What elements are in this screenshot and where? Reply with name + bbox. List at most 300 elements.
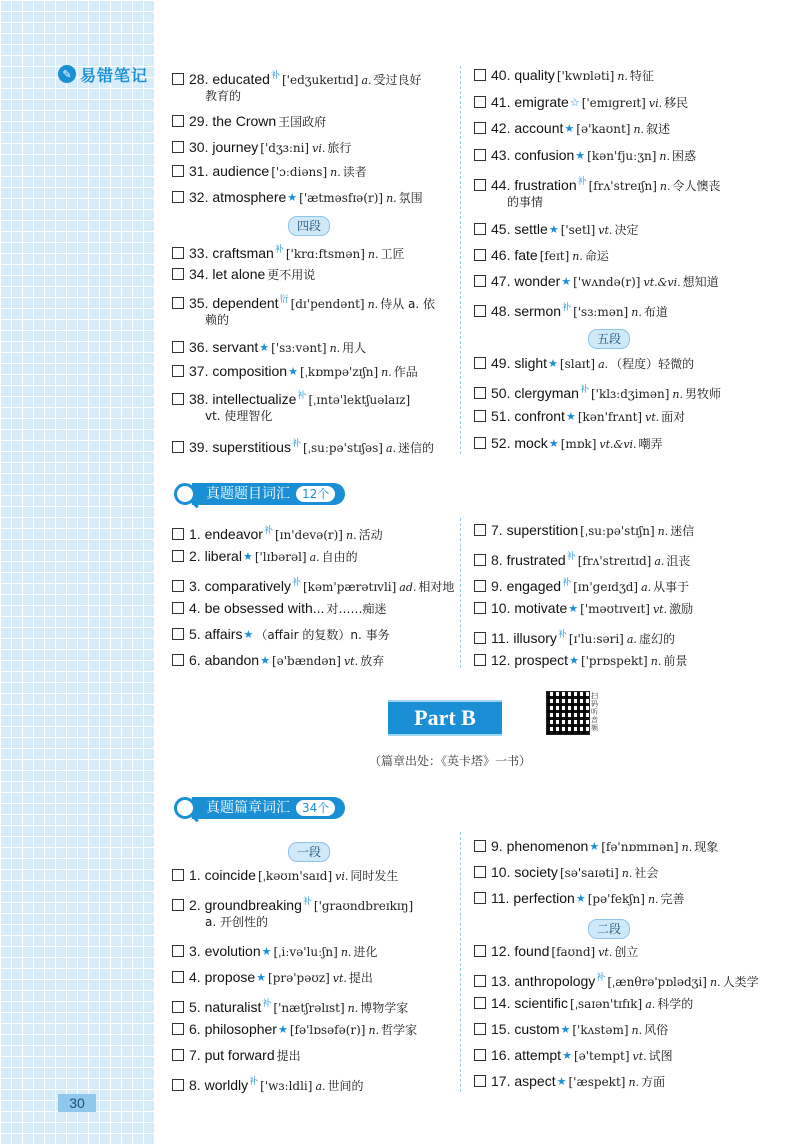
vocab-entry [474,572,689,598]
entry-word: composition [212,363,288,379]
checkbox[interactable] [474,249,486,261]
entry-meaning: 相对地 [418,580,455,594]
entry-pos: n. [367,298,379,311]
entry-phonetic: ['sɜːvənt] [271,341,327,355]
entry-number: 7. [189,1047,201,1063]
entry-phonetic: [fə'nɒmɪnən] [601,840,679,854]
entry-phonetic: ['sɜːmən] [573,305,629,319]
entry-word: perfection [513,890,575,906]
entry-phonetic: ['kʌstəm] [572,1023,629,1037]
star-icon: ★ [561,276,572,288]
star-icon: ★ [565,411,576,423]
checkbox[interactable] [474,945,486,957]
entry-meaning: 移民 [664,96,689,110]
star-icon: ★ [288,366,298,378]
checkbox[interactable] [474,524,486,536]
entry-meaning: 布道 [643,305,668,319]
supplement-icon: 补 [274,244,284,254]
entry-pos: ad. [399,581,417,594]
brand-logo [58,63,148,85]
entry-pos: a. [598,358,609,371]
derived-icon: 衍 [279,294,289,304]
vocab-entry [172,546,358,568]
checkbox[interactable] [474,632,486,644]
checkbox[interactable] [474,1023,486,1035]
entry-meaning: 命运 [584,249,609,263]
checkbox[interactable] [474,69,486,81]
checkbox[interactable] [474,554,486,566]
vocab-entry [474,145,696,167]
entry-phonetic: [slaɪt] [559,357,596,371]
vocab-entry [172,993,408,1019]
entry-pos: n. [633,123,645,136]
entry-phonetic: ['lɪbərəl] [254,550,307,564]
star-icon: ★ [260,655,270,667]
checkbox[interactable] [172,550,184,562]
vocab-entry [172,161,367,183]
checkbox[interactable] [172,297,184,309]
entry-pos: n. [657,525,669,538]
entry-phonetic: [ˌkɒmpə'zɪʃn] [299,365,379,379]
entry-meaning: 世间的 [327,1079,364,1093]
checkbox[interactable] [474,437,486,449]
checkbox[interactable] [474,840,486,852]
checkbox[interactable] [172,1049,184,1061]
checkbox[interactable] [474,305,486,317]
entry-meaning: 令人懊丧 [672,179,721,193]
entry-word: anthropology [514,973,596,989]
entry-pos: vi. [335,870,349,883]
checkbox[interactable] [172,341,184,353]
entry-word: society [514,864,558,880]
vocab-entry [172,865,398,887]
vocab-entry [474,598,693,620]
entry-number: 2. [189,548,201,564]
vocab-entry [172,111,326,132]
vocab-entry [172,1071,364,1097]
entry-meaning: 迷信 [670,524,695,538]
entry-word: the Crown [212,113,277,129]
vocab-entry [172,1019,417,1041]
entry-number: 45. [491,221,511,237]
entry-pos: a. [361,74,372,87]
entry-phonetic: [kən'fjuːʒn] [587,149,657,163]
checkbox[interactable] [172,869,184,881]
section2-count: 12个 [296,486,335,502]
vocab-entry [474,836,718,858]
part-b-title: Part B [388,700,502,736]
entry-number: 11. [491,890,510,906]
entry-pos: a. [385,442,397,455]
checkbox[interactable] [172,441,184,453]
entry-meaning: 人类学 [722,975,759,989]
entry-number: 11. [491,630,510,646]
star-icon: ★ [548,438,559,450]
checkbox[interactable] [172,580,184,592]
entry-number: 13. [491,973,511,989]
vocab-entry [172,337,366,359]
entry-word: journey [212,139,259,155]
entry-number: 32. [189,189,209,205]
grid-margin-strip [0,0,155,1145]
vocab-entry [172,941,377,963]
checkbox[interactable] [172,1023,184,1035]
entry-pos: n. [631,306,642,319]
entry-word: educated [212,71,270,87]
entry-number: 39. [189,439,209,455]
checkbox[interactable] [474,654,486,666]
entry-phonetic: ['kwɒləti] [556,69,615,83]
entry-number: 44. [491,177,511,193]
entry-meaning: 虚幻的 [638,632,675,646]
entry-number: 31. [189,163,209,179]
vocab-entry [172,264,315,285]
entry-meaning: 进化 [353,945,378,959]
entry-phonetic: [ˌɪntə'lektʃuəlaɪz] [308,393,411,407]
entry-phonetic: [frʌ'streɪʃn] [588,179,657,193]
vocab-entry [474,406,685,428]
entry-continuation: vt. 使理智化 [205,409,273,423]
vocab-entry [474,65,654,87]
entry-number: 4. [189,969,201,985]
entry-word: be obsessed with... [204,600,325,616]
entry-pos: n. [659,150,670,163]
vocab-entry [172,361,418,383]
supplement-icon: 补 [302,896,312,906]
entry-number: 37. [189,363,209,379]
vocab-entry [474,624,675,650]
vocab-entry [474,245,609,267]
checkbox[interactable] [172,654,184,666]
entry-word: endeavor [204,526,263,542]
entry-word: mock [514,435,548,451]
entry-meaning: 读者 [342,165,367,179]
entry-meaning: 博物学家 [360,1001,409,1015]
checkbox[interactable] [474,580,486,592]
entry-pos: n. [572,250,583,263]
entry-word: dependent [212,295,279,311]
entry-word: atmosphere [212,189,287,205]
vocab-entry [474,993,693,1015]
entry-word: found [514,943,550,959]
entry-number: 43. [491,147,511,163]
entry-number: 10. [491,864,511,880]
supplement-icon: 补 [562,302,572,312]
entry-meaning: 方面 [641,1075,666,1089]
entry-phonetic: ['ɔːdiəns] [271,165,328,179]
entry-number: 49. [491,355,511,371]
vocab-entry [474,171,721,209]
entry-pos: n. [345,529,357,542]
entry-phonetic: ['nætʃrəlɪst] [273,1001,345,1015]
checkbox[interactable] [172,268,184,280]
supplement-icon: 补 [291,438,301,448]
entry-meaning: 受过良好 [373,73,422,87]
checkbox[interactable] [474,410,486,422]
entry-meaning: 王国政府 [278,115,327,129]
vocab-entry [474,888,685,910]
star-icon: ★ [243,629,254,641]
supplement-icon: 补 [562,577,572,587]
entry-number: 12. [491,652,511,668]
entry-meaning: 从事于 [653,580,690,594]
supplement-icon: 补 [263,525,273,535]
entry-word: prospect [514,652,569,668]
entry-number: 9. [491,578,503,594]
entry-pos: n. [709,976,721,989]
checkbox[interactable] [172,141,184,153]
entry-number: 16. [491,1047,511,1063]
entry-word: affairs [204,626,243,642]
entry-phonetic: ['krɑːftsmən] [285,247,365,261]
entry-pos: n. [330,166,341,179]
entry-number: 10. [491,600,511,616]
entry-word: attempt [514,1047,562,1063]
entry-phonetic: [faʊnd] [551,945,596,959]
entry-meaning: 侍从 a. 依 [380,297,435,311]
entry-number: 35. [189,295,209,311]
entry-number: 50. [491,385,511,401]
entry-pos: a. [645,998,656,1011]
star-icon: ★ [256,972,267,984]
vocab-entry [172,1045,301,1066]
entry-word: emigrate [514,94,569,110]
entry-word: superstition [506,522,579,538]
entry-word: fate [514,247,538,263]
checkbox[interactable] [474,223,486,235]
column-divider [460,66,461,454]
entry-meaning: 活动 [358,528,383,542]
star-icon: ★ [556,1076,567,1088]
checkbox[interactable] [172,73,184,85]
entry-number: 12. [491,943,511,959]
checkbox[interactable] [474,997,486,1009]
entry-meaning: 作品 [393,365,418,379]
checkbox[interactable] [172,1079,184,1091]
checkbox[interactable] [172,191,184,203]
checkbox[interactable] [474,975,486,987]
checkbox[interactable] [474,122,486,134]
entry-number: 40. [491,67,511,83]
entry-pos: a. [309,551,320,564]
entry-word: evolution [204,943,261,959]
vocab-entry [172,967,373,989]
checkbox[interactable] [172,247,184,259]
entry-number: 42. [491,120,511,136]
entry-meaning: 自由的 [321,550,358,564]
star-icon: ★ [287,192,298,204]
entry-number: 3. [189,943,201,959]
checkbox[interactable] [172,165,184,177]
vocab-entry [474,379,721,405]
entry-meaning: 叙述 [646,122,671,136]
supplement-icon: 补 [596,972,606,982]
entry-meaning: 旅行 [327,141,352,155]
entry-number: 36. [189,339,209,355]
entry-word: frustration [514,177,577,193]
entry-continuation: a. 开创性的 [205,915,268,929]
vocab-entry [172,433,434,459]
supplement-icon: 补 [262,998,272,1008]
vocab-entry [172,289,435,327]
entry-pos: a. [654,555,665,568]
checkbox[interactable] [474,1049,486,1061]
entry-number: 17. [491,1073,511,1089]
supplement-icon: 补 [557,629,567,639]
entry-meaning: 嘲弄 [638,437,663,451]
entry-number: 38. [189,391,209,407]
entry-pos: n. [347,1002,359,1015]
entry-word: frustrated [506,552,566,568]
entry-continuation: 赖的 [205,313,230,327]
checkbox[interactable] [474,387,486,399]
vocab-entry [172,598,386,619]
section3-title: 真题篇章词汇 [206,800,290,816]
checkbox[interactable] [172,365,184,377]
checkbox[interactable] [474,179,486,191]
entry-word: slight [514,355,548,371]
checkbox[interactable] [474,1075,486,1087]
entry-pos: n. [621,867,633,880]
entry-word: engaged [506,578,562,594]
entry-pos: vt. [598,224,613,237]
passage-source: （篇章出处：《英卡塔》一书） [368,754,531,768]
vocab-entry [474,118,670,140]
entry-phonetic: ['setl] [560,223,596,237]
vocab-entry [474,520,694,542]
entry-pos: vt. [632,1050,647,1063]
entry-number: 1. [189,526,201,542]
star-icon: ★ [568,603,579,615]
checkbox[interactable] [474,96,486,108]
entry-meaning: 迷信的 [398,441,435,455]
qr-code[interactable] [546,691,590,735]
entry-number: 14. [491,995,511,1011]
vocab-entry [474,297,668,323]
entry-number: 47. [491,273,511,289]
page-number: 30 [58,1094,96,1112]
entry-number: 41. [491,94,511,110]
entry-number: 9. [491,838,503,854]
entry-phonetic: [fə'lɒsəfə(r)] [289,1023,366,1037]
section2-title: 真题题目词汇 [206,486,290,502]
entry-word: illusory [513,630,557,646]
entry-phonetic: [dɪ'pendənt] [290,297,365,311]
vocab-entry [172,520,383,546]
entry-word: comparatively [204,578,291,594]
supplement-icon: 补 [579,384,589,394]
entry-phonetic: [kəm'pærətɪvli] [302,580,397,594]
entry-pos: n. [617,70,628,83]
entry-phonetic: [pə'fekʃn] [587,892,645,906]
checkbox[interactable] [172,1001,184,1013]
entry-meaning: 提出 [348,971,373,985]
checkbox[interactable] [474,357,486,369]
entry-pos: vt.&vi. [599,438,637,451]
entry-pos: n. [631,1024,643,1037]
checkbox[interactable] [172,945,184,957]
entry-word: clergyman [514,385,579,401]
entry-pos: vt. [652,603,668,616]
entry-word: confront [514,408,565,424]
paragraph-label-4: 四段 [288,216,330,236]
entry-phonetic: [feɪt] [539,249,570,263]
checkbox[interactable] [172,899,184,911]
entry-pos: n. [672,388,683,401]
checkbox[interactable] [474,275,486,287]
entry-pos: n. [681,841,693,854]
entry-pos: vt. [598,946,613,959]
supplement-icon: 补 [577,176,587,186]
section3-banner [174,795,345,821]
vocab-entry [474,1019,668,1041]
entry-pos: a. [641,581,652,594]
checkbox[interactable] [474,892,486,904]
vocab-entry [172,187,423,209]
entry-number: 4. [189,600,201,616]
entry-phonetic: [prə'pəʊz] [268,971,330,985]
entry-word: aspect [514,1073,556,1089]
star-icon: ★ [548,358,558,370]
vocab-entry [172,239,404,265]
vocab-entry [474,650,687,672]
vocab-entry [474,92,688,114]
checkbox[interactable] [172,393,184,405]
entry-number: 8. [491,552,503,568]
vocab-entry [474,271,719,293]
vocab-entry [172,572,454,598]
section2-banner [174,481,345,507]
entry-phonetic: [ˌiːvə'luːʃn] [273,945,338,959]
paragraph-label-5: 五段 [588,329,630,349]
entry-meaning: 提出 [276,1049,301,1063]
entry-meaning: 放弃 [360,654,385,668]
checkbox[interactable] [474,149,486,161]
entry-phonetic: [ə'bændən] [271,654,341,668]
vocab-entry [474,967,759,993]
entry-phonetic: ['məʊtɪveɪt] [580,602,650,616]
entry-pos: vi. [312,142,326,155]
checkbox[interactable] [474,866,486,878]
entry-meaning: 科学的 [657,997,694,1011]
entry-number: 1. [189,867,201,883]
entry-phonetic: ['klɜːdʒimən] [590,387,670,401]
entry-word: put forward [204,1047,275,1063]
entry-word: superstitious [212,439,291,455]
checkbox[interactable] [172,628,184,640]
checkbox[interactable] [172,602,184,614]
entry-number: 51. [491,408,511,424]
checkbox[interactable] [172,115,184,127]
entry-pos: vt. [645,411,660,424]
entry-number: 3. [189,578,201,594]
brand-pen-icon: ✎ [58,65,76,83]
star-icon: ★ [589,841,600,853]
vocab-entry [474,941,638,963]
checkbox[interactable] [474,602,486,614]
supplement-icon: 补 [291,577,301,587]
checkbox[interactable] [172,528,184,540]
entry-meaning: 完善 [660,892,685,906]
entry-word: abandon [204,652,260,668]
entry-phonetic: [ˌsuːpə'stɪʃəs] [302,441,383,455]
supplement-icon: 补 [566,551,576,561]
entry-word: liberal [204,548,242,564]
checkbox[interactable] [172,971,184,983]
entry-number: 5. [189,999,201,1015]
entry-meaning: 沮丧 [666,554,691,568]
entry-word: let alone [212,266,266,282]
